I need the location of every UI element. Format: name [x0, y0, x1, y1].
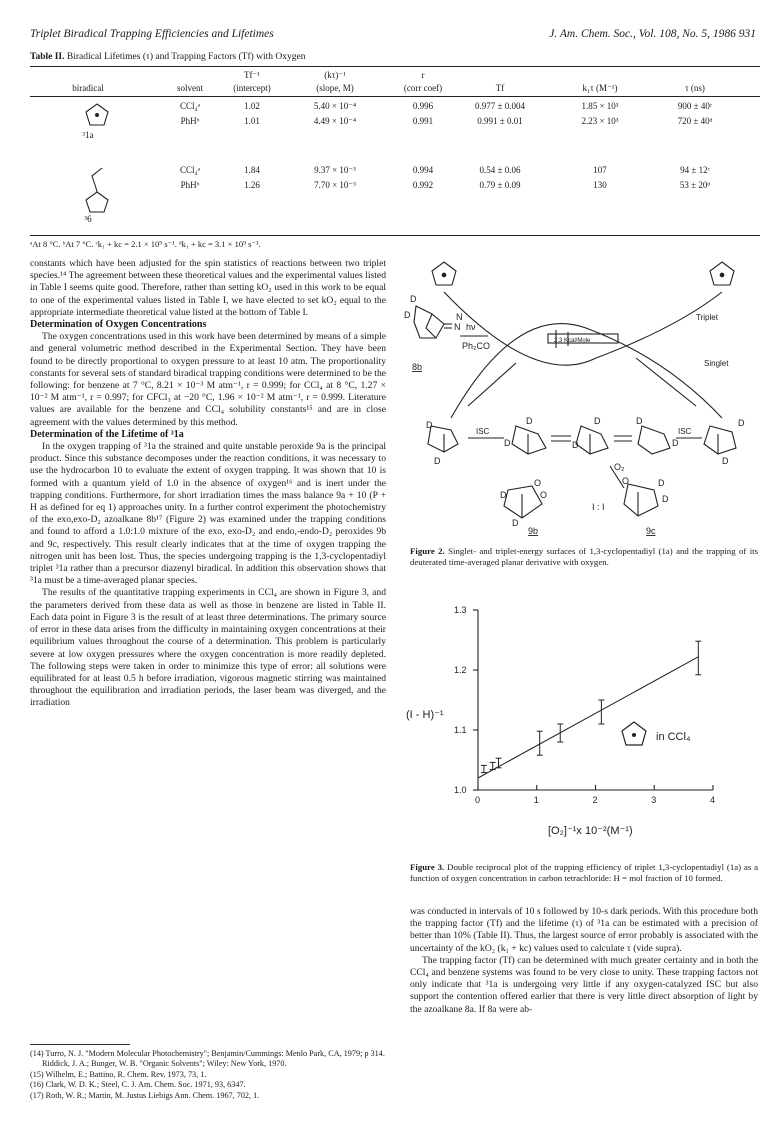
table-cell: CCl₄ᵃ	[179, 165, 201, 175]
svg-text:D: D	[722, 456, 729, 466]
table-cell: PhHᵇ	[180, 116, 200, 126]
table-header-rule	[30, 96, 760, 97]
table-cell: 720 ± 40ᵈ	[677, 116, 713, 126]
svg-text:D: D	[658, 478, 665, 488]
table-cell: 900 ± 40ᶜ	[677, 101, 713, 111]
svg-text:D: D	[500, 490, 507, 500]
table-cell: 0.991	[412, 116, 434, 126]
table-cell: 4.49 × 10⁻⁴	[313, 116, 357, 126]
reference: (16) Clark, W. D. K.; Steel, C. J. Am. Chem. Soc. 1971, 93, 6347.	[30, 1080, 246, 1090]
table-header: (slope, M)	[316, 83, 354, 93]
table-structures	[82, 100, 112, 218]
figure-2-caption: Figure 2. Singlet- and triplet-energy surfaces of 1,3-cyclopentadiyl (1a) and the trapping of its deuterated time-averaged planar derivative with oxygen.	[410, 546, 759, 567]
fit-line	[478, 657, 698, 778]
legend-label: in CCl₄	[656, 731, 691, 743]
compound-8b-label: 8b	[412, 362, 423, 372]
table-header: k₁τ (M⁻¹)	[582, 83, 618, 93]
svg-text:O: O	[540, 490, 548, 500]
paragraph: In the oxygen trapping of ³1a the strained and quite unstable peroxide 9a is the principal product. Since this substance decomposes under the reaction conditions, it was necessary to use the hydrocarbon 10 to evaluate the extent of oxygen trapping. It was shown that 10 is formed with a quantum yield of 1.0 in the absence of oxygen¹⁶ and is inert under the trapping conditions. Furthermore, for short irradiation times the mass balance 9a + 10 (P + H as defined for eq 1) approaches unity. In a further control experiment the photochemistry of the exo,exo-D₂ azoalkane 8b¹⁷ (Figure 2) was examined under the trapping conditions and found to afford a 1.0:1.0 mixture of the exo, exo-D₂ and endo,-endo-D₂ peroxides 9b and 9c, respectively. This result clearly indicates that at the time of oxygen trapping the nitrogen unit has been lost. Thus, the species undergoing trapping is the 1,3-cyclopentadiyl triplet ³1a rather than a precursor diazenyl biradical. In addition this observation shows that ³1a must be a time-averaged planar species.	[30, 441, 386, 587]
table-header: Tf	[495, 83, 505, 93]
figure-3-caption: Figure 3. Double reciprocal plot of the trapping efficiency of triplet 1,3-cyclopentadiyl (1a) as a function of oxygen concentration in carbon tetrachloride: H = mol fraction of 10 formed.	[410, 862, 759, 883]
left-column	[30, 258, 386, 710]
svg-text:D: D	[636, 416, 643, 426]
table-cell: 0.992	[412, 180, 434, 190]
y-tick-label: 1.2	[454, 665, 467, 675]
isc-left-label: ISC	[476, 427, 490, 436]
table-cell: 1.01	[244, 116, 260, 126]
table-cell: 1.85 × 10³	[581, 101, 619, 111]
svg-text:N: N	[454, 322, 461, 332]
reference-rule	[30, 1044, 130, 1045]
barrier-label: 2.3 Kcal/Mole	[554, 338, 591, 344]
table-cell: 0.996	[412, 101, 434, 111]
table-header: τ (ns)	[685, 83, 705, 93]
figure-2-diagram	[396, 258, 758, 543]
table-cell: 5.40 × 10⁻⁴	[313, 101, 357, 111]
reference: (17) Roth, W. R.; Martin, M. Justus Liebigs Ann. Chem. 1967, 702, 1.	[30, 1090, 260, 1100]
svg-text:O: O	[622, 476, 630, 486]
y-tick-label: 1.3	[454, 605, 467, 615]
x-tick-label: 4	[710, 795, 716, 805]
table-header: (intercept)	[233, 83, 271, 93]
svg-text:D: D	[594, 416, 601, 426]
paragraph: was conducted in intervals of 10 s followed by 10-s dark periods. With this procedure both the trapping factor (Tf) and the lifetime (τ) of ³1a can be estimated with a precision of better than 10% (Table II). Thus, the largest source of error probably is associated with the uncertainty of the kO₂ (k₁ + kc) values used to calculate τ (vide supra).	[410, 906, 758, 954]
singlet-label: Singlet	[704, 359, 729, 368]
section-heading: Determination of the Lifetime of ³1a	[30, 428, 184, 440]
table-cell: 1.02	[244, 101, 260, 111]
y-axis-label: (I - H)⁻¹	[406, 709, 444, 721]
triplet-label: Triplet	[696, 313, 718, 322]
section-heading: Determination of Oxygen Concentrations	[30, 319, 207, 331]
table-cell: 0.994	[412, 165, 434, 175]
y-tick-label: 1.1	[454, 725, 467, 735]
isc-right-label: ISC	[678, 427, 692, 436]
table-cell: 7.70 × 10⁻³	[314, 180, 356, 190]
paragraph: constants which have been adjusted for the spin statistics of reactions between two triplet species.¹⁴ The agreement between these theoretical values and the experimental values listed in Table I seems quite good. Therefore, rather than setting kO₂ used in this work to be equal to one of the experimental values listed in Table I, we have elected to set kO₂ equal to the appropriate intermediate theoretical value listed at the bottom of Table I.	[30, 258, 386, 318]
table-cell: PhHᵇ	[180, 180, 200, 190]
x-tick-label: 3	[651, 795, 657, 805]
table-header: biradical	[72, 83, 104, 93]
table-caption: Table II. Biradical Lifetimes (τ) and Trapping Factors (Tf) with Oxygen	[30, 52, 306, 62]
table-cell: 0.991 ± 0.01	[477, 116, 523, 126]
svg-text:D: D	[434, 456, 441, 466]
svg-text:D: D	[672, 438, 679, 448]
table-header: solvent	[177, 83, 203, 93]
oxygen-label: O₂	[614, 462, 625, 472]
compound-9c-label: 9c	[646, 526, 656, 536]
x-tick-label: 1	[533, 795, 539, 805]
sensitizer-label: Ph₂CO	[462, 341, 491, 351]
svg-text:D: D	[504, 438, 511, 448]
table-cell: 0.977 ± 0.004	[475, 101, 525, 111]
right-column	[410, 906, 758, 1016]
table-bottom-rule	[30, 235, 760, 236]
table-cell: 53 ± 20ᵈ	[679, 180, 711, 190]
journal-citation: J. Am. Chem. Soc., Vol. 108, No. 5, 1986 931	[549, 28, 756, 40]
table-header: (corr coef)	[403, 83, 443, 93]
running-title: Triplet Biradical Trapping Efficiencies and Lifetimes	[30, 28, 274, 40]
svg-text:D: D	[410, 294, 417, 304]
x-tick-label: 0	[475, 795, 481, 805]
table-header: r	[421, 70, 425, 80]
figure-3-chart	[398, 590, 758, 855]
paragraph: The trapping factor (Tf) can be determined with much greater certainty and in both the CCl₄ and benzene systems was found to be very close to unity. These trapping factors not only indicate that ³1a is undergoing very little if any oxygen-catalyzed ISC but also support the contention offered earlier that there is very little direct absorption of light by the azoalkane 8a. If 8a were ab-	[410, 954, 758, 1015]
svg-text:N: N	[456, 312, 463, 322]
table-header: (kτ)⁻¹	[324, 70, 346, 80]
y-tick-label: 1.0	[454, 785, 467, 795]
table-cell: CCl₄ᵃ	[179, 101, 201, 111]
paragraph: The oxygen concentrations used in this work have been determined by means of a simple and general volumetric method described in the Experimental Section. They have been found to be directly proportional to oxygen pressure to at least 10 atm. The proportionality constants for several sets of standard biradical trapping conditions were determined to be the following: for benzene at 7 °C, 8.21 × 10⁻³ M atm⁻¹, r = 0.999; for CCl₄ at 8 °C, 1.27 × 10⁻² M atm⁻¹, r = 0.997; for CFCl₃ at −20 °C, 1.96 × 10⁻² M atm⁻¹, r = 0.999. Literature values are available for the benzene and CCl₄ solubility constants¹⁵ and are in close agreement with the values determined by this method.	[30, 331, 386, 428]
x-tick-label: 2	[592, 795, 598, 805]
hv-label: hν	[466, 322, 476, 332]
table-cell: 0.54 ± 0.06	[479, 165, 521, 175]
svg-text:D: D	[426, 420, 433, 430]
paragraph: The results of the quantitative trapping experiments in CCl₄ are shown in Figure 3, and the parameters derived from these data as well as those in benzene are listed in Table II. Each data point in Figure 3 is the result of at least three determinations. The primary source of error in these data arises from the difficulty in maintaining oxygen concentrations at their equilibrium values throughout the course of a determination. This problem is particularly severe at low oxygen pressures where the oxygen concentration is more readily depleted. The following steps were taken in order to minimize this type of error: all solutions were equilibrated for at least 0.5 h before irradiation, vigorous magnetic stirring was maintained throughout the equilibration and irradiation periods, the laser beam was diverged, and the irradiation	[30, 587, 386, 709]
table-cell: 1.84	[244, 165, 260, 175]
table-cell: 0.79 ± 0.09	[479, 180, 521, 190]
svg-text:D: D	[572, 440, 579, 450]
table-cell: 130	[593, 180, 607, 190]
svg-text:D: D	[526, 416, 533, 426]
table-cell: 107	[593, 165, 607, 175]
x-axis-label: [O₂]⁻¹x 10⁻²(M⁻¹)	[548, 825, 633, 837]
references	[30, 1049, 386, 1101]
reference: (14) Turro, N. J. "Modern Molecular Photochemistry"; Benjamin/Cummings: Menlo Park, CA, 1979; p 314. Riddick, J. A.; Bunger, W. B. "Organic Solvents"; Wiley: New York, 1970.	[30, 1049, 385, 1069]
ratio-label: I : I	[592, 502, 605, 512]
table-cell: 1.26	[244, 180, 260, 190]
table-cell: ³1a	[82, 130, 94, 140]
table-cell: 94 ± 12ᶜ	[680, 165, 710, 175]
table-cell: ³6	[84, 214, 92, 224]
table-header: Tf⁻¹	[244, 70, 260, 80]
table-footnote: ᵃAt 8 °C. ᵇAt 7 °C. ᶜk₁ + kc = 2.1 × 10⁹ s⁻¹. ᵈk₁ + kc = 3.1 × 10⁹ s⁻¹.	[30, 239, 261, 249]
svg-text:D: D	[512, 518, 519, 528]
svg-text:D: D	[404, 310, 411, 320]
svg-text:D: D	[662, 494, 669, 504]
svg-text:O: O	[534, 478, 542, 488]
compound-9b-label: 9b	[528, 526, 539, 536]
table-cell: 2.23 × 10³	[581, 116, 619, 126]
radical-dot	[632, 733, 636, 737]
reference: (15) Wilhelm, E.; Battino, R. Chem. Rev. 1973, 73, 1.	[30, 1069, 207, 1079]
svg-text:D: D	[738, 418, 745, 428]
table-top-rule	[30, 66, 760, 67]
table-cell: 9.37 × 10⁻³	[314, 165, 356, 175]
